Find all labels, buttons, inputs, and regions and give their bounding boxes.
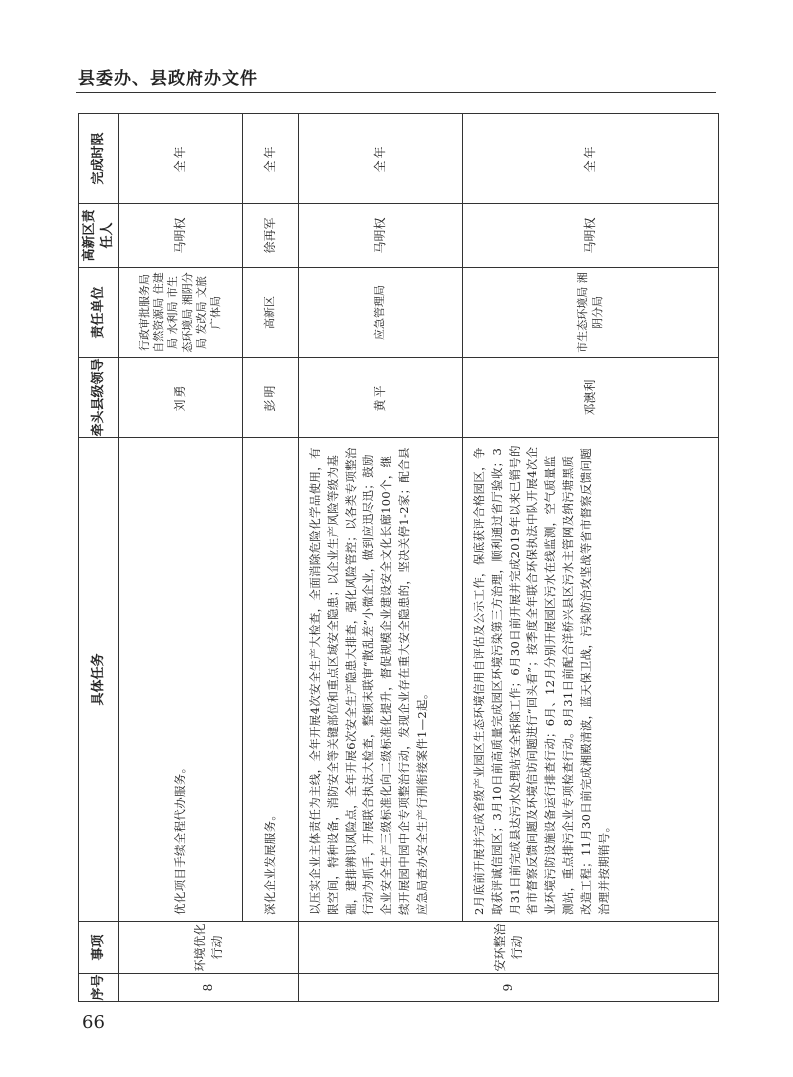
leader-cell: 刘勇 <box>119 358 243 438</box>
leader-cell: 黄平 <box>299 358 463 438</box>
leader-cell: 邓澳利 <box>463 358 719 438</box>
deadline-cell: 全年 <box>243 114 299 204</box>
zone-lead-cell: 马明权 <box>463 204 719 268</box>
deadline-cell: 全年 <box>299 114 463 204</box>
unit-cell: 高新区 <box>243 268 299 358</box>
header-divider <box>76 92 716 93</box>
zone-lead-cell: 马明权 <box>119 204 243 268</box>
col-unit-header: 责任单位 <box>79 268 119 358</box>
task-cell: 深化企业发展服务。 <box>243 438 299 922</box>
unit-cell: 行政审批服务局 自然资源局 住建局 水利局 市生态环境局 湘阴分局 发改局 文旅广体局 <box>119 268 243 358</box>
col-leader-header: 牵头县级领导 <box>79 358 119 438</box>
task-cell: 优化项目手续全程代办服务。 <box>119 438 243 922</box>
unit-cell: 市生态环境局 湘阴分局 <box>463 268 719 358</box>
task-table <box>78 113 719 1002</box>
unit-cell: 应急管理局 <box>299 268 463 358</box>
table-row <box>243 114 299 1002</box>
table-row <box>299 114 463 1002</box>
col-seq-header: 序号 <box>79 974 119 1002</box>
col-item-header: 事项 <box>79 922 119 974</box>
table-row <box>119 114 243 1002</box>
page-number: 66 <box>82 1012 105 1033</box>
col-deadline-header: 完成时限 <box>79 114 119 204</box>
header-title: 县委办、县政府办文件 <box>78 69 258 89</box>
col-zone-lead-header: 高新区责任人 <box>79 204 119 268</box>
item-cell: 安环整治行动 <box>299 922 719 974</box>
seq-cell: 9 <box>299 974 719 1002</box>
seq-cell: 8 <box>119 974 299 1002</box>
deadline-cell: 全年 <box>119 114 243 204</box>
deadline-cell: 全年 <box>463 114 719 204</box>
task-cell: 2月底前开展并完成省级产业园区生态环境信用自评估及公示工作，保底获评合格园区，争取获评诚信园区；3月10日前高质量完成园区环境污染第三方治理，顺利通过省厅验收；3月31日前完成县达污水处理站安全拆除工作；6月30日前开展并完成2019年以来已销号的省市督察反馈问题及环境信访问题进行“回头看”；按季度全年联合环保执法中队开展4次企业环境污防设施设备运行排查行动；6月、12月分别开展园区污水在线监测，空气质量监测站，重点排污企业专项检查行动。8月31日前配合洋桥兴县区污水主管网及纳污塘黑质改造工程；11月30日前完成湘殿清波，蓝天保卫战，污染防治攻坚战等省市督察反馈问题治理并按期销号。 <box>463 438 719 922</box>
col-task-header: 具体任务 <box>79 438 119 922</box>
table-row <box>463 114 719 1002</box>
item-cell: 环境优化行动 <box>119 922 299 974</box>
task-cell: 以压实企业主体责任为主线，全年开展4次安全生产大检查，全面消除危险化学品使用，有限空间，特种设备，消防安全等关键部位和重点区域安全隐患；以企业生产风险等级为基础，建排辨识风险点，全年开展6次安全生产隐患大排查，强化风险管控；以各类专项整治行动为抓手，开展联合执法大检查，整顿末联审“散乱差”小微企业，做到应迅尽迅；鼓励企业安全生产三级标准化向二级标准化提升，督促规模企业建设安全文化长廊100个，继续开展园中园中企专项整治行动，发现企业存在重大安全隐患的，坚决关停1-2家；配合县应急局查办安全生产行刑衔接案件1—2起。 <box>299 438 463 922</box>
zone-lead-cell: 马明权 <box>299 204 463 268</box>
leader-cell: 彭明 <box>243 358 299 438</box>
task-table-container <box>78 114 718 1002</box>
zone-lead-cell: 徐再军 <box>243 204 299 268</box>
